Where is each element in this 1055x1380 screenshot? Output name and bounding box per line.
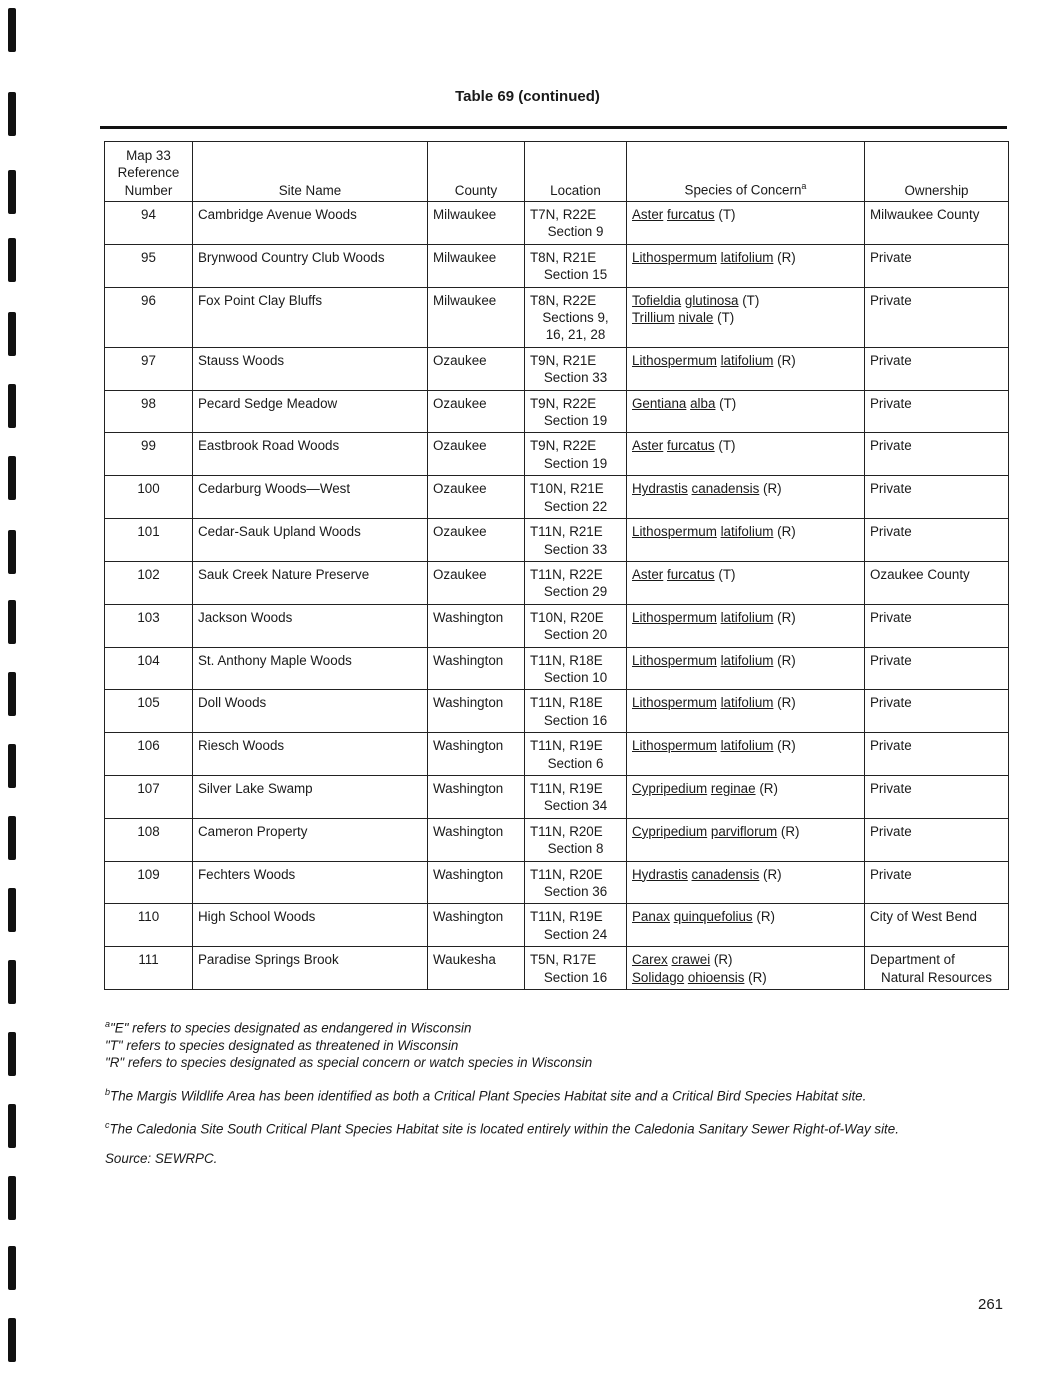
cell-site-name: Fechters Woods: [193, 861, 428, 904]
table-row: [105, 476, 1009, 519]
species-genus: Trillium: [632, 310, 675, 326]
species-entry: [632, 566, 859, 583]
species-table: [104, 141, 1009, 990]
location-line: T11N, R19E: [530, 780, 603, 796]
cell-county: Milwaukee: [428, 202, 525, 245]
cell-site-name: Riesch Woods: [193, 733, 428, 776]
species-entry: [632, 969, 859, 986]
location-line: Section 19: [543, 413, 608, 429]
table-row: [105, 244, 1009, 287]
location-line: Section 33: [543, 370, 608, 386]
cell-county: Washington: [428, 861, 525, 904]
footnote-b: [105, 1084, 1025, 1105]
location-line: 16, 21, 28: [545, 327, 606, 343]
species-epithet: furcatus: [667, 207, 715, 222]
cell-ref-number: 94: [105, 202, 193, 245]
species-genus: Aster: [632, 438, 664, 454]
species-genus: Aster: [632, 207, 664, 222]
table-row: [105, 861, 1009, 904]
source-note: Source: SEWRPC.: [105, 1150, 218, 1166]
cell-site-name: Doll Woods: [193, 690, 428, 733]
location-line: T5N, R17E: [530, 952, 597, 968]
table-row: [105, 818, 1009, 861]
cell-species: [627, 244, 865, 287]
ownership-line: Private: [870, 438, 912, 454]
species-entry: [632, 823, 859, 840]
ownership-line: Natural Resources: [881, 969, 992, 985]
cell-ref-number: 106: [105, 733, 193, 776]
cell-species: [627, 433, 865, 476]
species-epithet: latifolium: [720, 249, 774, 265]
species-status: (T): [719, 395, 737, 411]
cell-location: [525, 561, 627, 604]
location-line: T10N, R20E: [530, 609, 604, 625]
footnote-c: [105, 1117, 1025, 1138]
species-epithet: latifolium: [720, 609, 774, 625]
table-row: [105, 690, 1009, 733]
species-entry: [632, 206, 859, 223]
species-status: (T): [718, 207, 736, 222]
species-epithet: furcatus: [667, 438, 715, 454]
ownership-line: Milwaukee County: [870, 207, 980, 222]
species-epithet: quinquefolius: [673, 909, 753, 925]
cell-location: [525, 433, 627, 476]
species-genus: Lithospermum: [632, 738, 717, 754]
location-line: Section 8: [547, 841, 604, 857]
cell-location: [525, 347, 627, 390]
header-ref-line: Reference: [117, 165, 180, 181]
cell-ownership: [865, 733, 1009, 776]
cell-site-name: Cedar-Sauk Upland Woods: [193, 519, 428, 562]
species-epithet: crawei: [671, 952, 711, 968]
cell-site-name: Fox Point Clay Bluffs: [193, 287, 428, 347]
species-genus: Cypripedium: [632, 780, 708, 796]
cell-location: [525, 904, 627, 947]
location-line: T11N, R19E: [530, 738, 603, 754]
footnote-b-text: The Margis Wildlife Area has been identified as both a Critical Plant Species Habitat site and a Critical Bird Species Habitat site.: [110, 1088, 867, 1104]
location-line: Section 6: [547, 755, 604, 771]
species-genus: Lithospermum: [632, 524, 717, 540]
cell-site-name: High School Woods: [193, 904, 428, 947]
cell-ref-number: 101: [105, 519, 193, 562]
cell-county: Washington: [428, 604, 525, 647]
cell-location: [525, 818, 627, 861]
cell-ownership: [865, 202, 1009, 245]
location-line: T9N, R21E: [530, 352, 597, 368]
species-genus: Cypripedium: [632, 823, 708, 839]
ownership-line: Private: [870, 823, 912, 839]
species-epithet: latifolium: [720, 352, 774, 368]
location-line: T11N, R18E: [530, 652, 603, 668]
cell-ref-number: 96: [105, 287, 193, 347]
cell-county: Milwaukee: [428, 287, 525, 347]
cell-county: Washington: [428, 904, 525, 947]
cell-species: [627, 561, 865, 604]
cell-ownership: [865, 818, 1009, 861]
ownership-line: Ozaukee County: [870, 566, 970, 582]
species-entry: [632, 652, 859, 669]
species-status: (R): [763, 481, 782, 497]
cell-location: [525, 202, 627, 245]
species-entry: [632, 609, 859, 626]
cell-site-name: Silver Lake Swamp: [193, 775, 428, 818]
table-title: Table 69 (continued): [455, 88, 600, 105]
species-epithet: latifolium: [720, 652, 774, 668]
location-line: T11N, R20E: [530, 823, 603, 839]
species-epithet: latifolium: [720, 524, 774, 540]
location-line: Section 16: [543, 969, 608, 985]
location-line: Section 10: [543, 669, 608, 685]
cell-species: [627, 390, 865, 433]
cell-species: [627, 904, 865, 947]
cell-site-name: St. Anthony Maple Woods: [193, 647, 428, 690]
header-species-label: Species of Concern: [684, 182, 802, 198]
cell-species: [627, 775, 865, 818]
species-genus: Lithospermum: [632, 695, 717, 711]
table-row: [105, 347, 1009, 390]
cell-location: [525, 287, 627, 347]
cell-site-name: Cedarburg Woods—West: [193, 476, 428, 519]
species-epithet: canadensis: [691, 866, 760, 882]
cell-species: [627, 690, 865, 733]
species-entry: [632, 908, 859, 925]
table-row: [105, 733, 1009, 776]
species-status: (T): [718, 438, 736, 454]
ownership-line: Private: [870, 780, 912, 796]
species-genus: Carex: [632, 952, 668, 968]
species-epithet: canadensis: [691, 481, 760, 497]
species-genus: Tofieldia: [632, 292, 682, 308]
location-line: Sections 9,: [542, 310, 609, 326]
location-line: Section 22: [543, 498, 608, 514]
cell-ref-number: 102: [105, 561, 193, 604]
cell-ownership: [865, 433, 1009, 476]
cell-county: Washington: [428, 647, 525, 690]
ownership-line: Private: [870, 395, 912, 411]
cell-ownership: [865, 287, 1009, 347]
cell-county: Ozaukee: [428, 390, 525, 433]
cell-ref-number: 98: [105, 390, 193, 433]
cell-ownership: [865, 476, 1009, 519]
table-row: [105, 519, 1009, 562]
species-entry: [632, 395, 859, 412]
species-genus: Lithospermum: [632, 609, 717, 625]
species-entry: [632, 694, 859, 711]
footnote-b-mark: b: [105, 1086, 111, 1097]
species-status: (T): [742, 292, 760, 308]
cell-ownership: [865, 904, 1009, 947]
species-status: (R): [777, 524, 796, 540]
cell-ownership: [865, 647, 1009, 690]
cell-location: [525, 947, 627, 990]
cell-ownership: [865, 347, 1009, 390]
table-row: [105, 433, 1009, 476]
species-status: (R): [777, 695, 796, 711]
species-status: (R): [777, 609, 796, 625]
location-line: Section 9: [547, 224, 604, 240]
cell-location: [525, 775, 627, 818]
location-line: T7N, R22E: [530, 207, 597, 222]
species-status: (R): [763, 866, 782, 882]
cell-location: [525, 476, 627, 519]
species-genus: Aster: [632, 566, 664, 582]
cell-site-name: Brynwood Country Club Woods: [193, 244, 428, 287]
ownership-line: Private: [870, 695, 912, 711]
species-epithet: latifolium: [720, 695, 774, 711]
species-status: (R): [756, 909, 775, 925]
cell-ref-number: 104: [105, 647, 193, 690]
species-epithet: reginae: [710, 780, 756, 796]
cell-site-name: Jackson Woods: [193, 604, 428, 647]
location-line: T8N, R22E: [530, 292, 597, 308]
cell-site-name: Stauss Woods: [193, 347, 428, 390]
binder-holes: [8, 0, 20, 1380]
ownership-line: Private: [870, 352, 912, 368]
page-number: 261: [978, 1296, 1004, 1313]
header-ref-line: Number: [124, 182, 173, 198]
cell-ownership: [865, 775, 1009, 818]
cell-ownership: [865, 604, 1009, 647]
cell-ref-number: 99: [105, 433, 193, 476]
species-entry: [632, 352, 859, 369]
header-species: [627, 142, 865, 202]
cell-ownership: [865, 561, 1009, 604]
species-genus: Lithospermum: [632, 352, 717, 368]
cell-species: [627, 202, 865, 245]
cell-ref-number: 107: [105, 775, 193, 818]
header-ref-number: [105, 142, 193, 202]
footnote-a-line: [105, 1016, 1025, 1037]
species-entry: [632, 951, 859, 968]
species-genus: Hydrastis: [632, 481, 688, 497]
cell-county: Ozaukee: [428, 561, 525, 604]
species-epithet: furcatus: [667, 566, 715, 582]
cell-site-name: Pecard Sedge Meadow: [193, 390, 428, 433]
location-line: T11N, R19E: [530, 909, 603, 925]
cell-species: [627, 818, 865, 861]
location-line: Section 20: [543, 627, 608, 643]
cell-county: Washington: [428, 818, 525, 861]
species-epithet: parviflorum: [710, 823, 778, 839]
location-line: T11N, R22E: [530, 566, 603, 582]
cell-species: [627, 519, 865, 562]
cell-ownership: [865, 690, 1009, 733]
species-entry: [632, 480, 859, 497]
cell-ref-number: 103: [105, 604, 193, 647]
ownership-line: Private: [870, 652, 912, 668]
cell-county: Washington: [428, 733, 525, 776]
species-entry: [632, 737, 859, 754]
table-row: [105, 904, 1009, 947]
table-row: [105, 390, 1009, 433]
table-row: [105, 287, 1009, 347]
cell-species: [627, 476, 865, 519]
table-row: [105, 604, 1009, 647]
species-status: (R): [777, 738, 796, 754]
header-location: Location: [525, 142, 627, 202]
cell-species: [627, 947, 865, 990]
species-genus: Hydrastis: [632, 866, 688, 882]
ownership-line: Department of: [870, 952, 955, 968]
species-genus: Solidago: [632, 969, 685, 985]
cell-location: [525, 244, 627, 287]
cell-ownership: [865, 519, 1009, 562]
cell-county: Ozaukee: [428, 519, 525, 562]
footnote-a-line: "T" refers to species designated as threatened in Wisconsin: [105, 1037, 459, 1053]
species-status: (T): [717, 310, 735, 326]
cell-species: [627, 861, 865, 904]
header-site-name: Site Name: [193, 142, 428, 202]
ownership-line: Private: [870, 524, 912, 540]
species-genus: Lithospermum: [632, 249, 717, 265]
cell-species: [627, 604, 865, 647]
species-epithet: ohioensis: [687, 969, 745, 985]
location-line: T8N, R21E: [530, 249, 597, 265]
ownership-line: Private: [870, 481, 912, 497]
location-line: T11N, R18E: [530, 695, 603, 711]
table-body: [105, 202, 1009, 990]
location-line: T9N, R22E: [530, 395, 597, 411]
cell-ref-number: 100: [105, 476, 193, 519]
location-line: Section 33: [543, 541, 608, 557]
ownership-line: Private: [870, 292, 912, 308]
species-epithet: latifolium: [720, 738, 774, 754]
ownership-line: City of West Bend: [870, 909, 977, 925]
location-line: T10N, R21E: [530, 481, 604, 497]
species-status: (R): [759, 780, 778, 796]
location-line: Section 16: [543, 712, 608, 728]
cell-location: [525, 390, 627, 433]
ownership-line: Private: [870, 738, 912, 754]
ownership-line: Private: [870, 866, 912, 882]
species-genus: Gentiana: [632, 395, 687, 411]
cell-ownership: [865, 244, 1009, 287]
species-entry: [632, 780, 859, 797]
species-epithet: alba: [690, 395, 716, 411]
footnote-c-text: The Caledonia Site South Critical Plant Species Habitat site is located entirely within the Caledonia Sanitary Sewer Right-of-Way site.: [109, 1121, 899, 1137]
table-row: [105, 947, 1009, 990]
species-entry: [632, 309, 859, 326]
species-entry: [632, 523, 859, 540]
cell-county: Milwaukee: [428, 244, 525, 287]
table-row: [105, 775, 1009, 818]
cell-ref-number: 95: [105, 244, 193, 287]
table-row: [105, 561, 1009, 604]
cell-ref-number: 111: [105, 947, 193, 990]
location-line: T9N, R22E: [530, 438, 597, 454]
cell-ownership: [865, 390, 1009, 433]
species-status: (R): [713, 952, 733, 968]
species-status: (R): [777, 352, 796, 368]
species-status: (R): [780, 823, 800, 839]
cell-location: [525, 647, 627, 690]
cell-county: Ozaukee: [428, 433, 525, 476]
species-status: (R): [777, 249, 796, 265]
cell-site-name: Eastbrook Road Woods: [193, 433, 428, 476]
ownership-line: Private: [870, 249, 912, 265]
cell-site-name: Paradise Springs Brook: [193, 947, 428, 990]
cell-ref-number: 110: [105, 904, 193, 947]
ownership-line: Private: [870, 609, 912, 625]
location-line: Section 24: [543, 926, 608, 942]
location-line: Section 34: [543, 798, 608, 814]
species-epithet: glutinosa: [684, 292, 739, 308]
header-ownership: Ownership: [865, 142, 1009, 202]
location-line: T11N, R20E: [530, 866, 603, 882]
cell-site-name: Sauk Creek Nature Preserve: [193, 561, 428, 604]
species-status: (R): [777, 652, 796, 668]
location-line: T11N, R21E: [530, 524, 603, 540]
cell-species: [627, 733, 865, 776]
cell-county: Washington: [428, 690, 525, 733]
cell-county: Waukesha: [428, 947, 525, 990]
location-line: Section 36: [543, 884, 608, 899]
title-rule: [100, 126, 1007, 129]
cell-site-name: Cambridge Avenue Woods: [193, 202, 428, 245]
cell-site-name: Cameron Property: [193, 818, 428, 861]
cell-ref-number: 109: [105, 861, 193, 904]
cell-species: [627, 647, 865, 690]
cell-location: [525, 733, 627, 776]
header-ref-line: Map 33: [126, 147, 171, 163]
cell-location: [525, 690, 627, 733]
species-epithet: nivale: [678, 310, 714, 326]
header-species-footnote-mark: a: [801, 181, 807, 192]
cell-location: [525, 519, 627, 562]
footnote-a-mark: a: [105, 1019, 111, 1029]
species-genus: Panax: [632, 909, 670, 925]
cell-ownership: [865, 861, 1009, 904]
table-row: [105, 647, 1009, 690]
footnote-c-mark: c: [105, 1119, 110, 1130]
location-line: Section 15: [543, 267, 608, 283]
species-entry: [632, 866, 859, 883]
species-entry: [632, 249, 859, 266]
cell-species: [627, 347, 865, 390]
species-status: (R): [748, 969, 767, 985]
cell-ownership: [865, 947, 1009, 990]
cell-county: Ozaukee: [428, 476, 525, 519]
location-line: Section 19: [543, 455, 608, 471]
cell-ref-number: 105: [105, 690, 193, 733]
cell-county: Washington: [428, 775, 525, 818]
cell-location: [525, 861, 627, 904]
cell-ref-number: 97: [105, 347, 193, 390]
cell-ref-number: 108: [105, 818, 193, 861]
header-county: County: [428, 142, 525, 202]
table-row: [105, 202, 1009, 245]
cell-species: [627, 287, 865, 347]
species-genus: Lithospermum: [632, 652, 717, 668]
header-row: [105, 142, 1009, 202]
footnotes: [105, 1016, 1025, 1167]
footnote-a-line: "R" refers to species designated as special concern or watch species in Wisconsin: [105, 1055, 593, 1071]
footnote-a-text: "E" refers to species designated as endangered in Wisconsin: [110, 1020, 472, 1036]
species-entry: [632, 292, 859, 309]
cell-county: Ozaukee: [428, 347, 525, 390]
location-line: Section 29: [543, 584, 608, 600]
cell-location: [525, 604, 627, 647]
species-entry: [632, 437, 859, 454]
species-status: (T): [718, 566, 736, 582]
